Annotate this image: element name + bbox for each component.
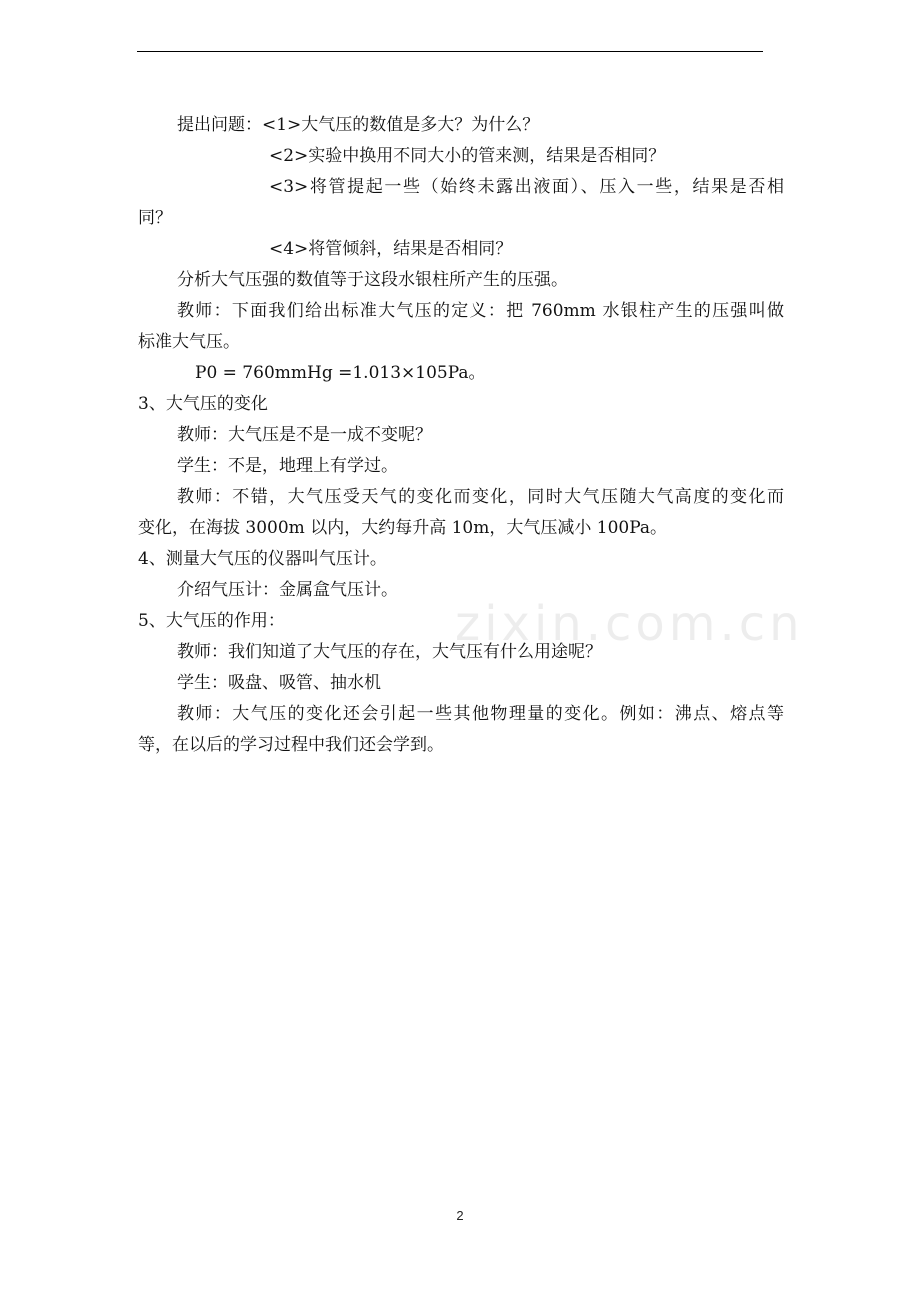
page-number: 2 xyxy=(456,1208,464,1223)
teacher-closing-line: 教师：大气压的变化还会引起一些其他物理量的变化。例如：沸点、熔点等 xyxy=(177,704,784,724)
document-body xyxy=(138,110,784,761)
teacher-usage-question: 教师：我们知道了大气压的存在，大气压有什么用途呢？ xyxy=(177,642,602,662)
question-3-continuation: 同？ xyxy=(138,208,172,228)
teacher-explanation-line: 教师：不错，大气压受天气的变化而变化，同时大气压随大气高度的变化而 xyxy=(177,487,784,507)
question-intro-line: 提出问题：<1>大气压的数值是多大？为什么？ xyxy=(177,115,540,135)
analysis-paragraph: 分析大气压强的数值等于这段水银柱所产生的压强。 xyxy=(177,270,568,290)
section-heading-3: 3、大气压的变化 xyxy=(138,394,268,414)
teacher-definition-line: 教师：下面我们给出标准大气压的定义：把 760mm 水银柱产生的压强叫做 xyxy=(177,301,784,321)
header-rule xyxy=(137,51,763,52)
teacher-question-line: 教师：大气压是不是一成不变呢？ xyxy=(177,425,432,445)
pressure-formula: P0 = 760mmHg =1.013×105Pa。 xyxy=(195,363,486,383)
barometer-intro-line: 介绍气压计：金属盒气压计。 xyxy=(177,580,398,600)
student-usage-answer: 学生：吸盘、吸管、抽水机 xyxy=(177,673,381,693)
section-heading-5: 5、大气压的作用： xyxy=(138,611,285,631)
question-4-line: <4>将管倾斜，结果是否相同？ xyxy=(269,239,513,259)
section-heading-4: 4、测量大气压的仪器叫气压计。 xyxy=(138,549,387,569)
student-answer-line: 学生：不是，地理上有学过。 xyxy=(177,456,398,476)
question-3-line: <3>将管提起一些（始终未露出液面）、压入一些，结果是否相 xyxy=(269,177,784,197)
teacher-definition-continuation: 标准大气压。 xyxy=(138,332,240,352)
watermark: zixin.com.cn xyxy=(455,596,804,652)
question-2-line: <2>实验中换用不同大小的管来测，结果是否相同？ xyxy=(269,146,666,166)
teacher-closing-continuation: 等，在以后的学习过程中我们还会学到。 xyxy=(138,735,444,755)
teacher-explanation-continuation: 变化，在海拔 3000m 以内，大约每升高 10m，大气压减小 100Pa。 xyxy=(138,518,668,538)
